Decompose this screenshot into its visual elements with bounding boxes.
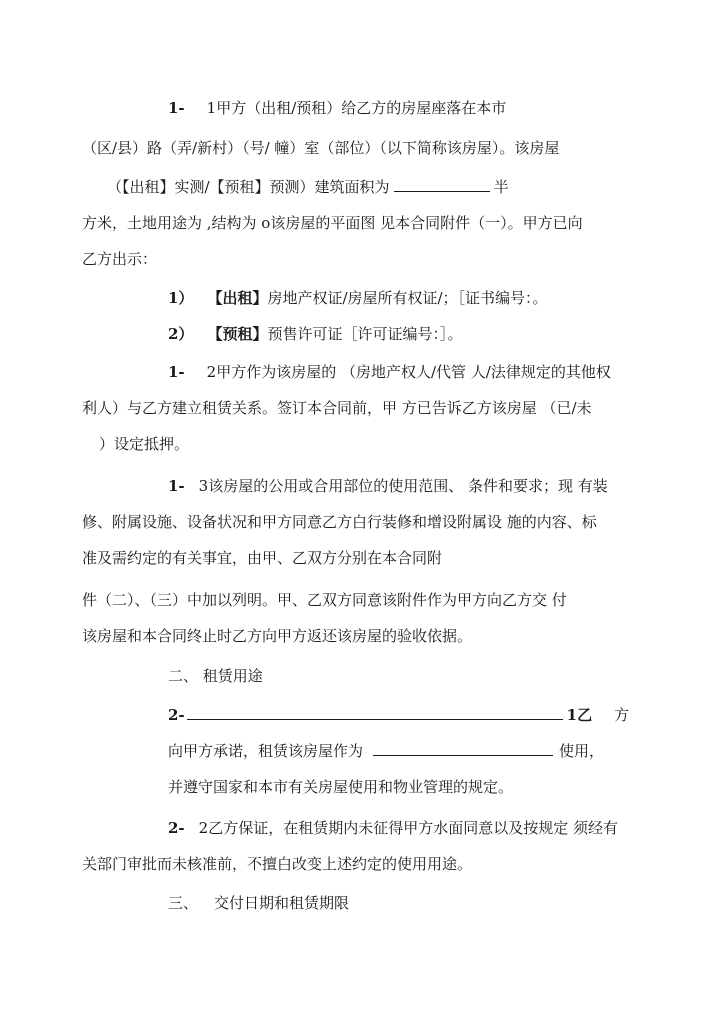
- area-text: （【出租】实测/【预租】预测）建筑面积为: [107, 178, 390, 196]
- clause-1-2-line-1: [168, 362, 611, 382]
- clause-text: 2甲方作为该房屋的 （房地产权人/代管 人/法律规定的其他权: [206, 363, 611, 381]
- clause-text: 2乙方保证，在租赁期内未征得甲方水面同意以及按规定 须经有: [198, 819, 618, 837]
- clause-1-1-line-4: 方米，土地用途为 ,结构为 o该房屋的平面图 见本合同附件（一）。甲方已向: [82, 214, 583, 232]
- clause-number: 1-: [168, 363, 185, 381]
- item-text: 房地产权证/房屋所有权证/；［证书编号：。: [267, 289, 548, 307]
- clause-1-2-line-3: ）设定抵押。: [99, 435, 190, 453]
- clause-1-3-line-1: [168, 476, 608, 496]
- clause-1-1-line-2: （区/县）路（弄/新村）（号/ 幢）室（部位）（以下简称该房屋）。该房屋: [82, 139, 560, 157]
- clause-text: 1甲方（出租/预租）给乙方的房屋座落在本市: [206, 99, 507, 117]
- clause-1-1-line-5: 乙方出示：: [82, 250, 158, 268]
- clause-number: 1-: [168, 477, 185, 495]
- section-2-heading: 二、 租赁用途: [168, 667, 263, 685]
- clause-1-3-line-2: 修、附属设施、设备状况和甲方同意乙方白行装修和增设附属设 施的内容、标: [82, 513, 597, 531]
- clause-number: 2-: [168, 706, 185, 724]
- clause-number: 1-: [168, 99, 185, 117]
- item-text: 预售许可证［许可证编号：］。: [267, 325, 463, 343]
- clause-number: 2-: [168, 819, 185, 837]
- clause-number-suffix: 1乙: [566, 706, 593, 724]
- area-blank: [394, 177, 490, 192]
- item-number: 2）: [168, 325, 194, 343]
- section-number: 三、: [168, 894, 199, 912]
- clause-text: 方: [614, 706, 630, 724]
- item-1-certificate: [168, 288, 548, 308]
- clause-2-1-line-3: 并遵守国家和本市有关房屋使用和物业管理的规定。: [168, 778, 514, 796]
- clause-2-1-line-1: [168, 705, 629, 725]
- clause-1-3-line-4: 件（二）、（三）中加以列明。甲、乙双方同意该附件作为甲方向乙方交 付: [82, 591, 567, 609]
- clause-1-1-line-1: [168, 98, 506, 118]
- purpose-blank-2: [373, 741, 553, 756]
- clause-1-1-line-3: [107, 177, 509, 197]
- area-unit: 半: [493, 178, 509, 196]
- clause-text: 使用，: [559, 742, 605, 760]
- clause-2-2-line-1: [168, 818, 618, 838]
- clause-2-2-line-2: 关部门审批而未核准前，不擅白改变上述约定的使用用途。: [82, 855, 473, 873]
- purpose-blank-1: [187, 705, 563, 720]
- item-2-permit: [168, 324, 462, 344]
- clause-1-2-line-2: 利人）与乙方建立租赁关系。签订本合同前，甲 方已告诉乙方该房屋 （已/未: [82, 399, 592, 417]
- item-tag: 【出租】: [207, 289, 268, 307]
- section-3-heading: [168, 893, 349, 913]
- item-number: 1）: [168, 289, 194, 307]
- item-tag: 【预租】: [207, 325, 268, 343]
- clause-1-3-line-5: 该房屋和本合同终止时乙方向甲方返还该房屋的验收依据。: [82, 627, 473, 645]
- clause-1-3-line-3: 准及需约定的有关事宜，由甲、乙双方分别在本合同附: [82, 549, 443, 567]
- section-title: 交付日期和租赁期限: [214, 894, 350, 912]
- clause-text: 向甲方承诺，租赁该房屋作为: [168, 742, 364, 760]
- clause-2-1-line-2: [168, 741, 604, 761]
- clause-text: 3该房屋的公用或合用部位的使用范围、 条件和要求；现 有装: [198, 477, 608, 495]
